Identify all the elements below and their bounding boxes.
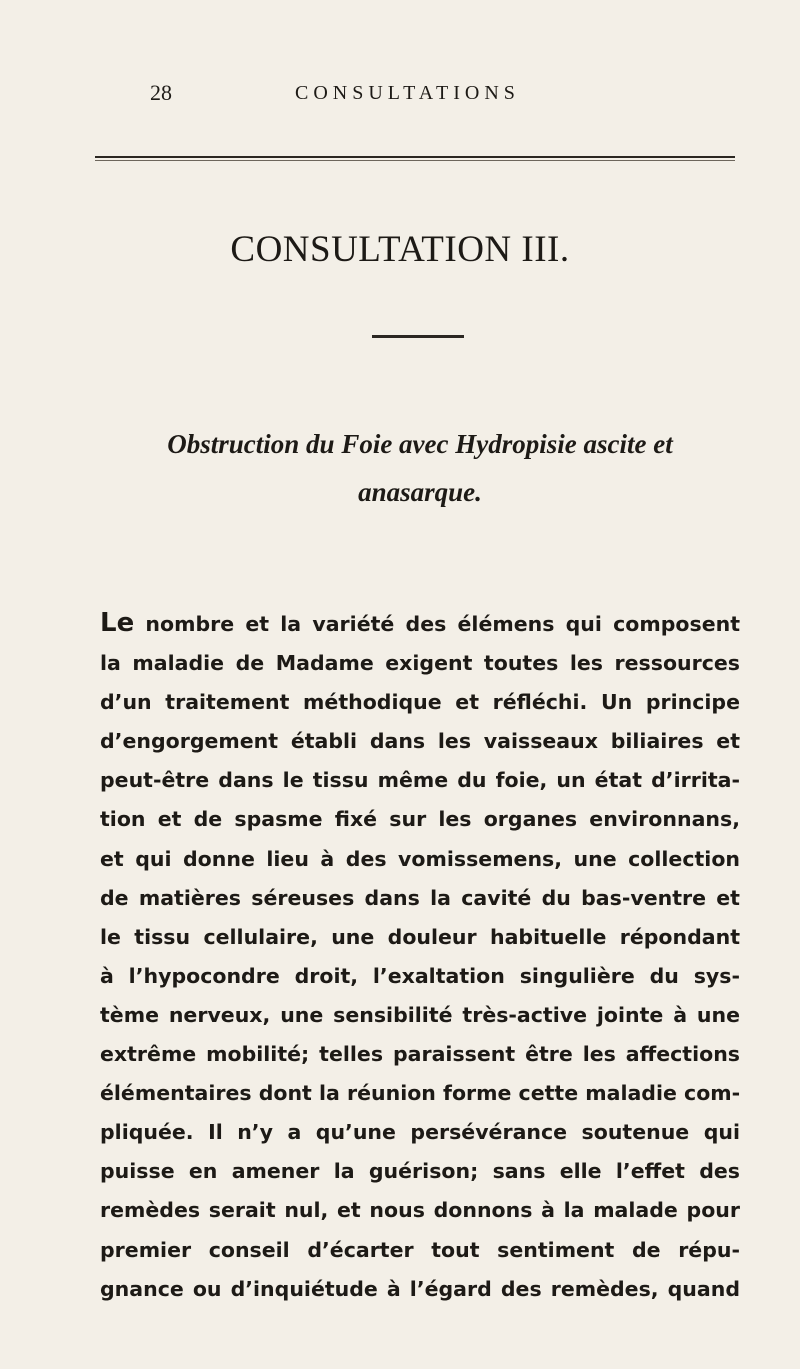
body-line: premier conseil d’écarter tout sentiment de répu-: [100, 1237, 740, 1262]
page-number: 28: [150, 80, 172, 105]
chapter-title: CONSULTATION III.: [230, 229, 570, 270]
running-title: CONSULTATIONS: [295, 82, 520, 104]
body-line: la maladie de Madame exigent toutes les ressources: [100, 651, 740, 676]
header-rule: [95, 156, 735, 158]
body-line-text: nombre et la variété des élémens qui composent: [134, 612, 740, 636]
body-line: le tissu cellulaire, une douleur habituelle répondant: [100, 924, 740, 949]
body-line: peut-être dans le tissu même du foie, un état d’irrita-: [100, 768, 740, 793]
subtitle-line: anasarque.: [358, 477, 482, 507]
body-line: d’engorgement établi dans les vaisseaux biliaires et: [100, 729, 740, 754]
title-divider: [372, 335, 464, 338]
body-line: à l’hypocondre droit, l’exaltation singulière du sys-: [100, 963, 740, 988]
body-line: de matières séreuses dans la cavité du bas-ventre et: [100, 885, 740, 910]
body-line: gnance ou d’inquiétude à l’égard des remèdes, quand: [100, 1276, 740, 1301]
body-line: et qui donne lieu à des vomissemens, une collection: [100, 846, 740, 871]
body-line: puisse en amener la guérison; sans elle l’effet des: [100, 1159, 740, 1184]
header-rule-thin: [95, 160, 735, 161]
lead-word: Le: [100, 608, 135, 638]
body-line: élémentaires dont la réunion forme cette maladie com-: [100, 1081, 740, 1106]
body-line: tème nerveux, une sensibilité très-active jointe à une: [100, 1002, 740, 1027]
body-line: [100, 604, 740, 644]
body-paragraph: [100, 604, 740, 1309]
body-line: extrême mobilité; telles paraissent être les affections: [100, 1042, 740, 1067]
chapter-subtitle: [100, 420, 740, 516]
body-line: remèdes serait nul, et nous donnons à la malade pour: [100, 1198, 740, 1223]
body-line: tion et de spasme fixé sur les organes environnans,: [100, 807, 740, 832]
subtitle-line: Obstruction du Foie avec Hydropisie ascite et: [167, 429, 673, 459]
body-line: d’un traitement méthodique et réfléchi. Un principe: [100, 690, 740, 715]
body-line: pliquée. Il n’y a qu’une persévérance soutenue qui: [100, 1120, 740, 1145]
